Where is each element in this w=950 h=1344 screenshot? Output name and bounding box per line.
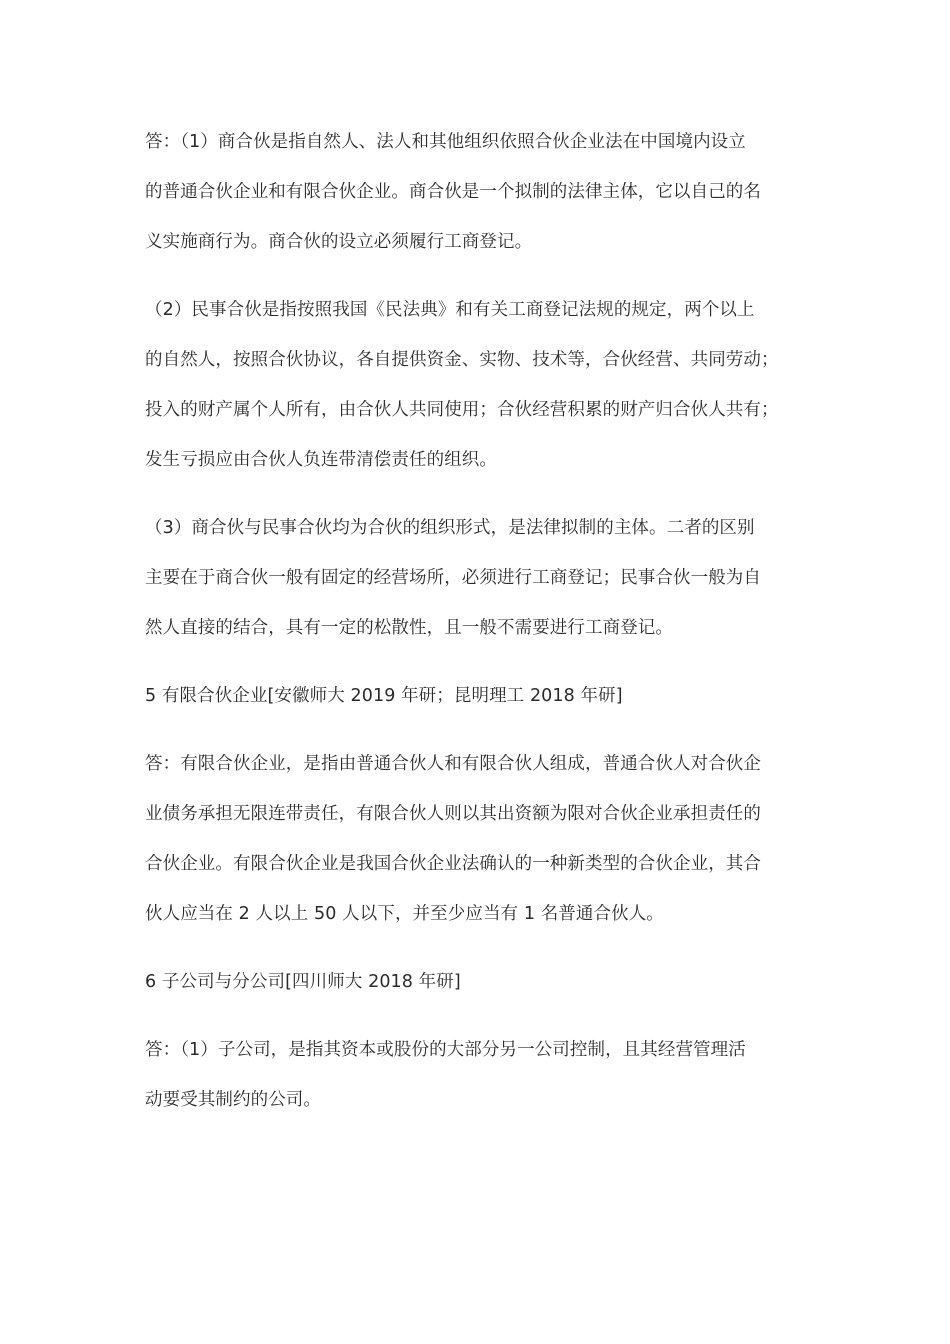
text-line: 答：（1）子公司，是指其资本或股份的大部分另一公司控制，且其经营管理活 (145, 1040, 746, 1060)
text-line: （3）商合伙与民事合伙均为合伙的组织形式，是法律拟制的主体。二者的区别 (145, 518, 755, 538)
text-line: 义实施商行为。商合伙的设立必须履行工商登记。 (145, 232, 533, 252)
text-line: 伙人应当在 2 人以上 50 人以下，并至少应当有 1 名普通合伙人。 (145, 904, 664, 924)
paragraph-subsidiary (145, 1025, 809, 1125)
heading-subsidiary-branch (145, 957, 809, 1007)
paragraph-limited-partnership (145, 739, 809, 939)
paragraph-civil-partnership (145, 285, 809, 485)
text-line: （2）民事合伙是指按照我国《民法典》和有关工商登记法规的规定，两个以上 (145, 300, 755, 320)
text-line: 动要受其制约的公司。 (145, 1090, 321, 1110)
text-line: 的普通合伙企业和有限合伙企业。商合伙是一个拟制的法律主体，它以自己的名 (145, 182, 761, 202)
document-content (145, 117, 809, 1125)
text-line: 主要在于商合伙一般有固定的经营场所，必须进行工商登记；民事合伙一般为自 (145, 568, 761, 588)
text-line: 然人直接的结合，具有一定的松散性，且一般不需要进行工商登记。 (145, 618, 673, 638)
text-line: 答：（1）商合伙是指自然人、法人和其他组织依照合伙企业法在中国境内设立 (145, 132, 746, 152)
text-line: 的自然人，按照合伙协议，各自提供资金、实物、技术等，合伙经营、共同劳动； (145, 350, 779, 370)
text-line: 合伙企业。有限合伙企业是我国合伙企业法确认的一种新类型的合伙企业，其合 (145, 854, 761, 874)
text-line: 投入的财产属个人所有，由合伙人共同使用；合伙经营积累的财产归合伙人共有； (145, 400, 779, 420)
heading-limited-partnership (145, 671, 809, 721)
text-line: 答：有限合伙企业，是指由普通合伙人和有限合伙人组成，普通合伙人对合伙企 (145, 754, 761, 774)
question-heading: 5 有限合伙企业[安徽师大 2019 年研；昆明理工 2018 年研] (145, 686, 623, 706)
text-line: 业债务承担无限连带责任，有限合伙人则以其出资额为限对合伙企业承担责任的 (145, 804, 761, 824)
paragraph-comparison (145, 503, 809, 653)
question-heading: 6 子公司与分公司[四川师大 2018 年研] (145, 972, 461, 992)
text-line: 发生亏损应由合伙人负连带清偿责任的组织。 (145, 450, 497, 470)
paragraph-commercial-partnership (145, 117, 809, 267)
